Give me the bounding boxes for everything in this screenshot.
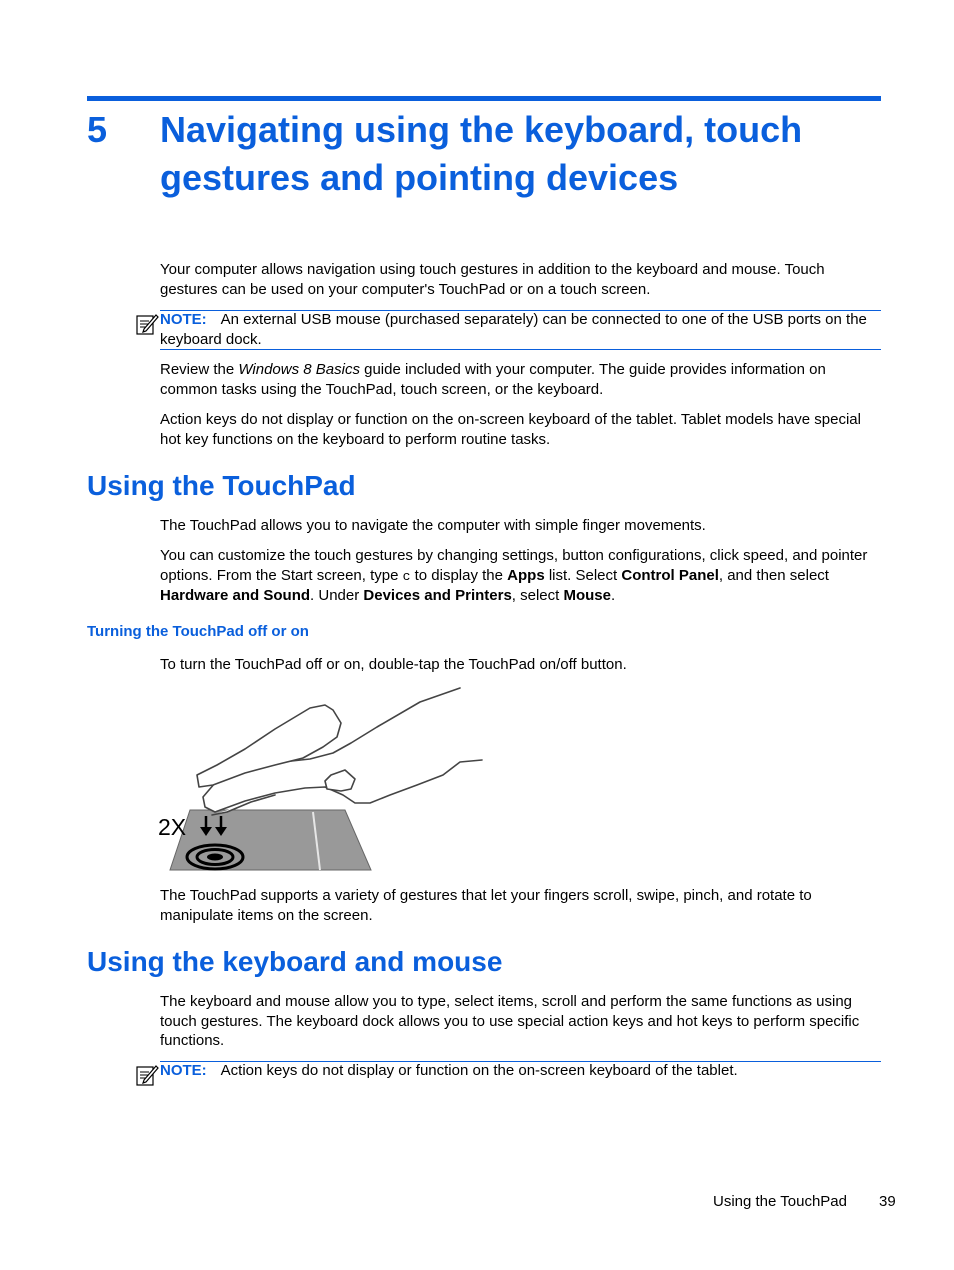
text-run: . Under — [310, 587, 364, 604]
guide-title: Windows 8 Basics — [238, 361, 360, 378]
text-run: You can customize the touch gestures by changing settings, button configurations, click speed, and pointer options. From the Start screen, type — [160, 547, 868, 584]
touchpad-double-tap-illustration — [155, 685, 485, 875]
touchpad-toggle-paragraph: To turn the TouchPad off or on, double-tap the TouchPad on/off button. — [160, 656, 627, 673]
intro-paragraph: Your computer allows navigation using touch gestures in addition to the keyboard and mouse. Touch gestures can be used on your computer's TouchPad or on a touch screen. — [160, 261, 825, 298]
note-label: NOTE: — [160, 311, 207, 328]
touchpad-toggle-subheading: Turning the TouchPad off or on — [87, 623, 309, 640]
keyboard-intro: The keyboard and mouse allow you to type, select items, scroll and perform the same functions as using touch gestures. The keyboard dock allows you to use special action keys and hot keys to perform specific functions. — [160, 993, 860, 1049]
text-run: , and then select — [718, 566, 829, 584]
page-number: 39 — [879, 1193, 896, 1210]
keyboard-heading: Using the keyboard and mouse — [87, 946, 503, 977]
note-bottom-rule — [160, 349, 881, 350]
key-c: c — [402, 568, 411, 584]
apps-term: Apps — [507, 566, 545, 584]
touchpad-intro: The TouchPad allows you to navigate the computer with simple finger movements. — [160, 517, 706, 534]
hardware-sound-term: Hardware and Sound — [160, 587, 311, 604]
text-run: guide included with your computer. The guide provides information on common tasks using the TouchPad, touch screen, or the keyboard. — [160, 361, 826, 398]
touchpad-gestures-paragraph: The TouchPad supports a variety of gestures that let your fingers scroll, swipe, pinch, and rotate to manipulate items on the screen. — [160, 887, 812, 924]
chapter-number: 5 — [87, 109, 108, 150]
text-run: Review the — [160, 361, 239, 378]
note-icon — [135, 312, 159, 336]
hand-drawing — [197, 688, 482, 815]
note-label: NOTE: — [160, 1062, 207, 1079]
action-keys-paragraph: Action keys do not display or function on the on-screen keyboard of the tablet. Tablet models have special hot key functions on the keyboard to perform routine tasks. — [160, 411, 861, 448]
text-run: list. Select — [544, 566, 622, 584]
mouse-term: Mouse — [563, 587, 611, 604]
text-run: to display the — [410, 566, 508, 584]
text-run: . — [611, 587, 616, 604]
touchpad-heading: Using the TouchPad — [87, 470, 356, 501]
chapter-title: Navigating using the keyboard, touch gestures and pointing devices — [160, 109, 803, 198]
note-icon — [135, 1063, 159, 1087]
figure-label: 2X — [158, 814, 187, 840]
note-text: An external USB mouse (purchased separately) can be connected to one of the USB ports on the keyboard dock. — [160, 311, 867, 348]
windows-basics-paragraph — [160, 360, 882, 399]
note-usb-mouse — [160, 310, 882, 349]
note-text: Action keys do not display or function on the on-screen keyboard of the tablet. — [220, 1062, 738, 1079]
devices-printers-term: Devices and Printers — [363, 587, 512, 604]
text-run: , select — [511, 587, 564, 604]
control-panel-term: Control Panel — [621, 566, 719, 584]
note-action-keys — [160, 1061, 882, 1081]
footer-section-title: Using the TouchPad — [713, 1193, 847, 1210]
chapter-rule — [87, 96, 881, 101]
customize-gestures-paragraph — [160, 546, 882, 606]
